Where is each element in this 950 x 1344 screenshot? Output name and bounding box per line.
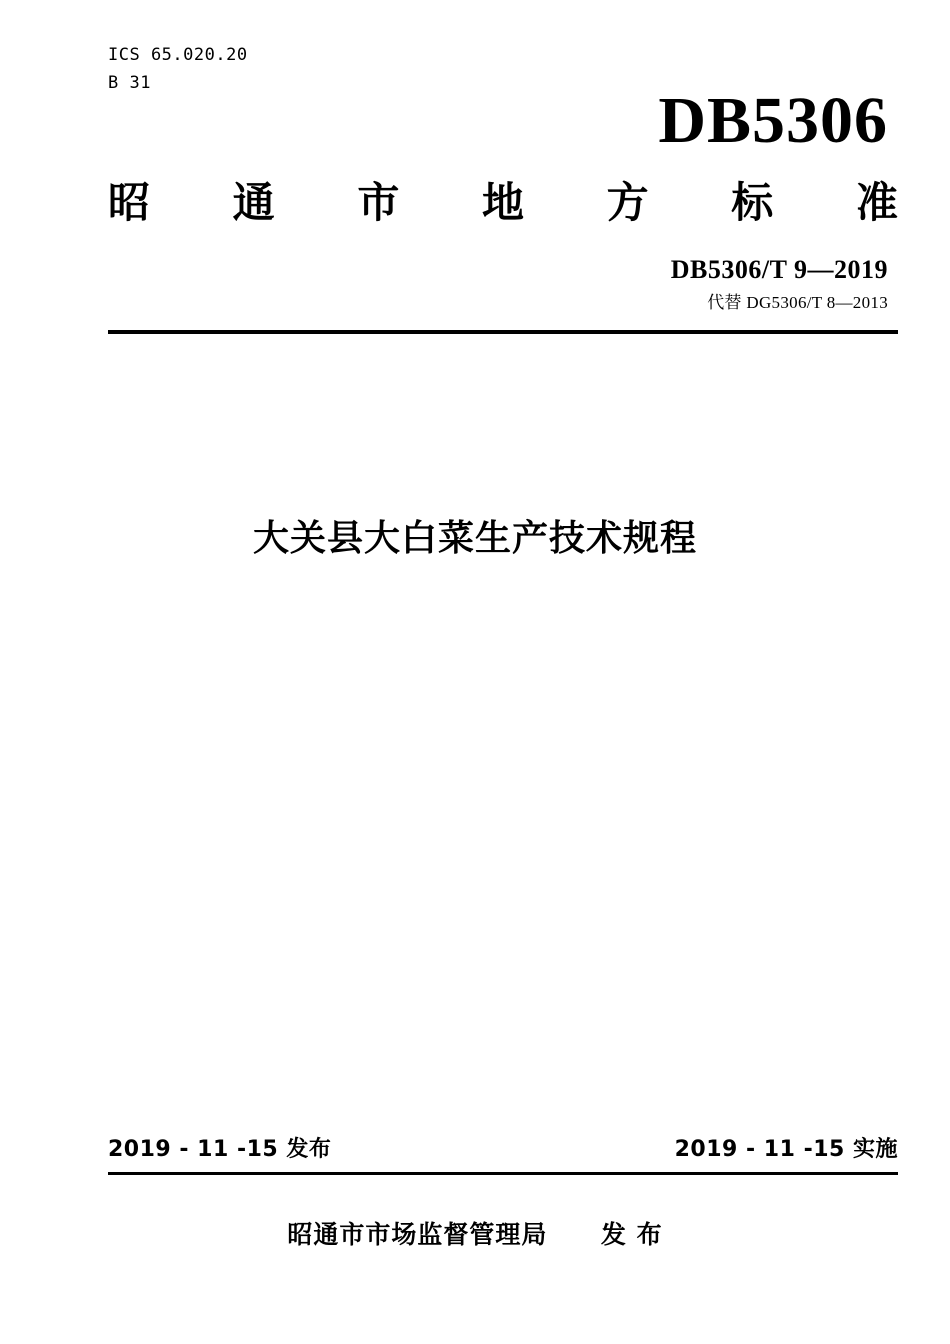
implement-date: 2019 - 11 -15 实施 bbox=[674, 1137, 898, 1162]
title-char-0: 昭 bbox=[108, 178, 151, 227]
standard-replaces-note: 代替 DG5306/T 8—2013 bbox=[707, 293, 888, 312]
title-char-1: 通 bbox=[232, 178, 275, 227]
standard-title-line bbox=[108, 170, 898, 230]
header-divider bbox=[108, 330, 898, 334]
title-char-3: 地 bbox=[481, 178, 524, 227]
standard-code-large: DB5306 bbox=[658, 84, 888, 157]
document-main-title: 大关县大白菜生产技术规程 bbox=[252, 518, 697, 559]
title-char-4: 方 bbox=[606, 178, 649, 227]
footer-divider bbox=[108, 1172, 898, 1175]
publish-date: 2019 - 11 -15 发布 bbox=[108, 1137, 332, 1162]
title-char-6: 准 bbox=[855, 178, 898, 227]
title-char-2: 市 bbox=[357, 178, 400, 227]
ics-classification-block bbox=[108, 42, 248, 97]
issuing-authority bbox=[0, 1215, 950, 1251]
standard-number: DB5306/T 9—2019 bbox=[670, 255, 888, 284]
date-row bbox=[108, 1132, 898, 1163]
ccs-number: B 31 bbox=[108, 73, 151, 94]
issuer-action: 发 布 bbox=[600, 1220, 663, 1249]
issuer-name: 昭通市市场监督管理局 bbox=[287, 1220, 548, 1249]
ics-number: ICS 65.020.20 bbox=[108, 45, 248, 65]
title-char-5: 标 bbox=[731, 178, 774, 227]
